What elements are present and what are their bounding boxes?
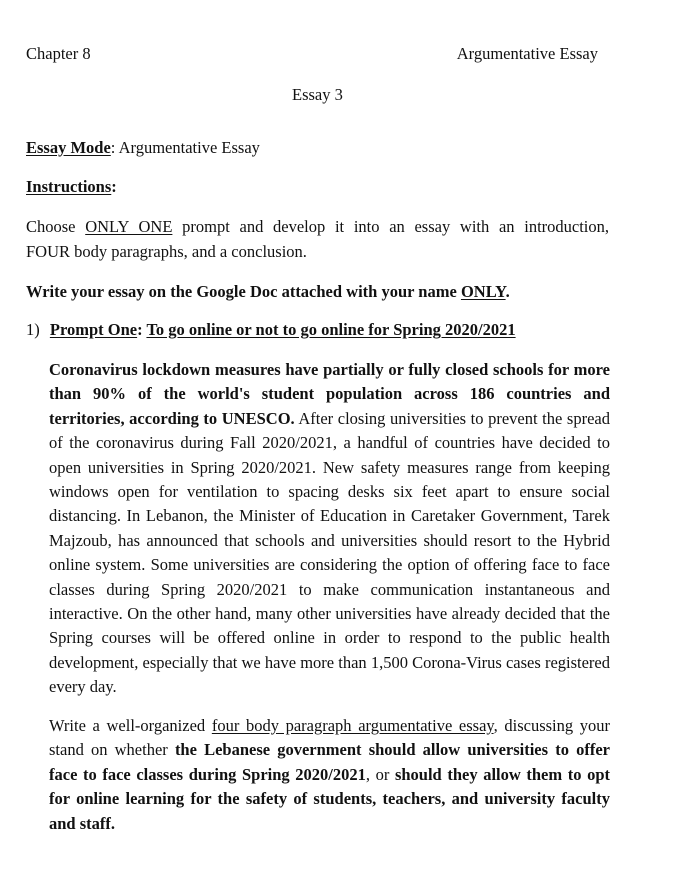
choose-text-cont: prompt and develop it into an essay with an introduction, bbox=[182, 217, 610, 236]
prompt-paragraph-1 bbox=[49, 358, 610, 700]
essay-mode-line: Essay Mode: Argumentative Essay bbox=[26, 138, 260, 157]
prompt-number: 1) bbox=[26, 320, 40, 339]
prompt-title: To go online or not to go online for Spring 2020/2021 bbox=[146, 320, 516, 339]
prompt-paragraph-2 bbox=[49, 714, 610, 836]
choose-text-end: FOUR body paragraphs, and a conclusion. bbox=[26, 241, 307, 261]
choose-text: Choose bbox=[26, 217, 76, 236]
only-one-emphasis: ONLY ONE bbox=[85, 217, 173, 236]
prompt-intro-bold: Coronavirus lockdown measures have partially or fully closed schools for more than 90% of the world's student population across 186 countries and territories, according to UNESCO. bbox=[49, 360, 610, 428]
task-text-2: , discussing your stand on whether bbox=[49, 716, 611, 760]
only-emphasis: ONLY bbox=[460, 282, 506, 301]
essay-mode-value: Argumentative Essay bbox=[118, 138, 260, 157]
prompt-label: Prompt One bbox=[49, 320, 138, 339]
prompt-heading: 1) Prompt One: To go online or not to go online for Spring 2020/2021 bbox=[26, 320, 516, 339]
task-option-1: the Lebanese government should allow universities to offer face to face classes during Spring 2020/2021 bbox=[49, 740, 610, 784]
instructions-heading: Instructions: bbox=[26, 177, 117, 196]
write-period: . bbox=[505, 282, 510, 301]
write-instruction bbox=[26, 282, 510, 302]
task-option-2: should they allow them to opt for online learning for the safety of students, teachers, and university faculty and staff. bbox=[49, 764, 610, 833]
section-title: Argumentative Essay bbox=[456, 44, 598, 63]
prompt-intro-rest: After closing universities to prevent the spread of the coronavirus during Fall 2020/2021, a handful of countries have decided to open universities in Spring 2020/2021. New safety measures range from keeping windows open for ventilation to spacing desks six feet apart to ensure social distancing. In Lebanon, the Minister of Education in Caretaker Government, Tarek Majzoub, has announced that schools and universities should resort to the Hybrid online system. Some universities are considering the option of offering face to face classes during Spring 2020/2021 to make communication instantaneous and interactive. On the other hand, many other universities have already decided that the Spring courses will be offered online in order to respond to the public health development, especially that we have more than 1,500 Corona-Virus cases registered every day. bbox=[49, 408, 610, 697]
instructions-paragraph bbox=[26, 215, 609, 264]
essay-number: Essay 3 bbox=[292, 85, 343, 104]
task-text: Write a well-organized bbox=[49, 716, 206, 735]
essay-mode-label: Essay Mode bbox=[26, 138, 111, 157]
instructions-label: Instructions bbox=[26, 177, 112, 196]
task-or: , or bbox=[365, 764, 390, 784]
chapter-label: Chapter 8 bbox=[26, 44, 91, 63]
write-text: Write your essay on the Google Doc attached with your name bbox=[26, 282, 457, 301]
task-underlined: four body paragraph argumentative essay bbox=[211, 716, 494, 735]
